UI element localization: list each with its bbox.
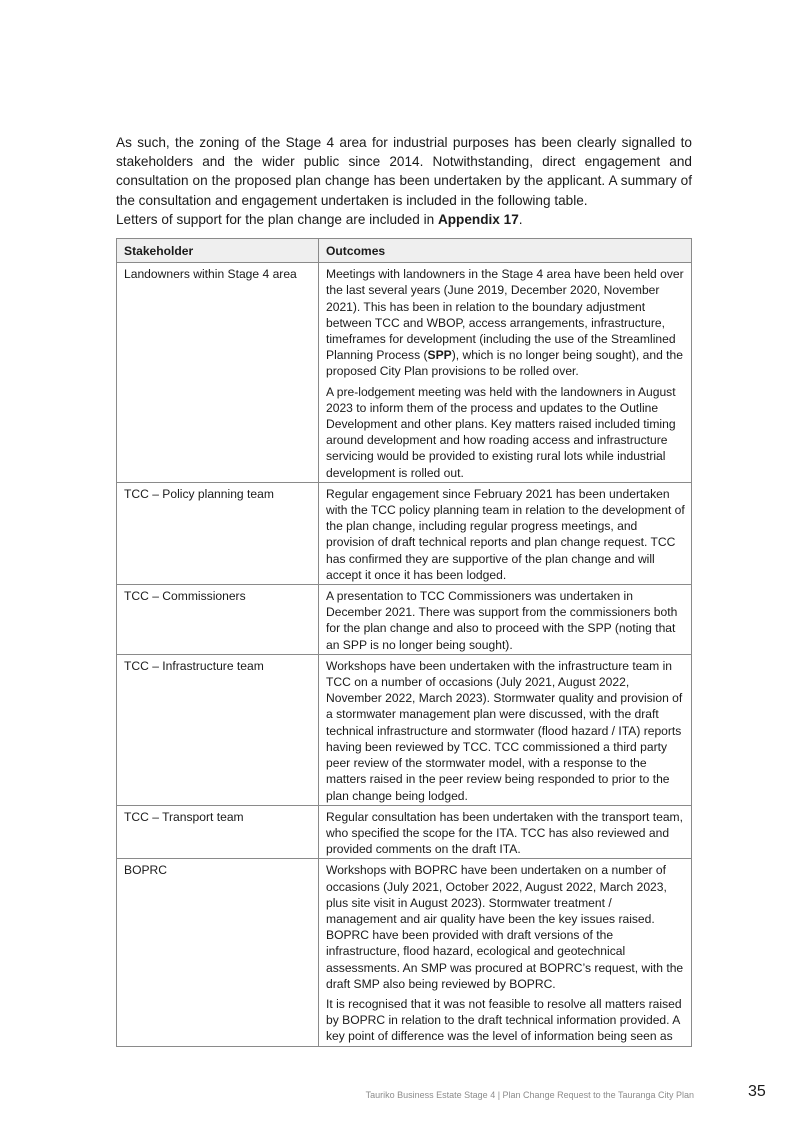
outcome-paragraph: Workshops have been undertaken with the infrastructure team in TCC on a number of occasions (July 2021, August 2022, November 2022, March 2023). Stormwater quality and provision of a stormwater management plan were discussed, with the draft technical infrastructure and stormwater (flood hazard / ITA) reports having been reviewed by TCC. TCC commissioned a third party peer review of the stormwater model, with a response to the matters raised in the peer review being responded to prior to the plan change being lodged.: [326, 658, 683, 803]
outcome-paragraph: A pre-lodgement meeting was held with the landowners in August 2023 to inform them of the process and updates to the Outline Development and other plans. Key matters raised included timing around development and how roading access and infrastructure servicing would be provided to existing rural lots while industrial development is rolled out.: [326, 384, 676, 480]
appendix-link-text: Appendix 17: [437, 212, 519, 227]
outcomes-cell: [319, 585, 692, 655]
table-row: [117, 805, 692, 859]
table-header-row: [117, 239, 692, 263]
stakeholder-cell: TCC – Policy planning team: [117, 482, 319, 584]
appendix-reference: [116, 210, 692, 229]
stakeholder-cell: BOPRC: [117, 859, 319, 1046]
table-row: [117, 263, 692, 483]
support-text: Letters of support for the plan change are included in: [116, 212, 438, 227]
outcome-text: ), which is no longer being sought), and the proposed City Plan provisions to be rolled over.: [326, 348, 683, 379]
intro-paragraph: As such, the zoning of the Stage 4 area for industrial purposes has been clearly signalled to stakeholders and the wider public since 2014. Notwithstanding, direct engagement and consultation on the proposed plan change has been undertaken by the applicant. A summary of the consultation and engagement undertaken is included in the following table.: [116, 135, 692, 208]
outcomes-cell: [319, 482, 692, 584]
outcome-paragraph: Regular consultation has been undertaken with the transport team, who specified the scope for the ITA. TCC has also reviewed and provided comments on the draft ITA.: [326, 809, 683, 857]
outcome-text: Meetings with landowners in the Stage 4 area have been held over the last several years (June 2019, December 2020, November 2021). This has been in relation to the boundary adjustment between TCC and WBOP, access arrangements, infrastructure, timeframes for development (including the use of the Streamlined Planning Process (: [326, 267, 684, 363]
outcomes-cell: [319, 805, 692, 859]
stakeholder-cell: Landowners within Stage 4 area: [117, 263, 319, 483]
table-row: [117, 859, 692, 1046]
stakeholder-cell: TCC – Infrastructure team: [117, 654, 319, 805]
stakeholder-cell: TCC – Commissioners: [117, 585, 319, 655]
support-end: .: [518, 212, 523, 227]
outcome-paragraph: A presentation to TCC Commissioners was undertaken in December 2021. There was support from the commissioners both for the plan change and also to proceed with the SPP (noting that an SPP is no longer being sought).: [326, 589, 678, 652]
page-number: 35: [748, 1083, 766, 1100]
table-row: [117, 482, 692, 584]
outcome-paragraph: Regular engagement since February 2021 has been undertaken with the TCC policy planning team in relation to the development of the plan change, including regular progress meetings, and provision of draft technical reports and plan change request. TCC has confirmed they are supportive of the plan change and will accept it once it has been lodged.: [326, 486, 685, 582]
outcome-paragraph: It is recognised that it was not feasible to resolve all matters raised by BOPRC in relation to the draft technical information provided. A key point of difference was the level of information being seen as: [326, 996, 682, 1044]
page-footer: Tauriko Business Estate Stage 4 | Plan Change Request to the Tauranga City Plan: [365, 1090, 694, 1100]
outcome-paragraph: [326, 266, 685, 379]
outcome-bold: SPP: [427, 348, 452, 363]
outcomes-cell: [319, 654, 692, 805]
table-row: [117, 585, 692, 655]
outcomes-cell: [319, 859, 692, 1046]
table-row: [117, 654, 692, 805]
outcomes-cell: [319, 263, 692, 483]
stakeholder-table: [116, 238, 692, 1047]
outcome-paragraph: Workshops with BOPRC have been undertaken on a number of occasions (July 2021, October 2022, August 2022, March 2023, plus site visit in August 2023). Stormwater treatment / management and air quality have been the key issues raised. BOPRC have been provided with draft versions of the infrastructure, flood hazard, ecological and geotechnical assessments. An SMP was procured at BOPRC’s request, with the draft SMP also being reviewed by BOPRC.: [326, 863, 684, 991]
header-outcomes: Outcomes: [319, 239, 692, 263]
stakeholder-cell: TCC – Transport team: [117, 805, 319, 859]
header-stakeholder: Stakeholder: [117, 239, 319, 263]
